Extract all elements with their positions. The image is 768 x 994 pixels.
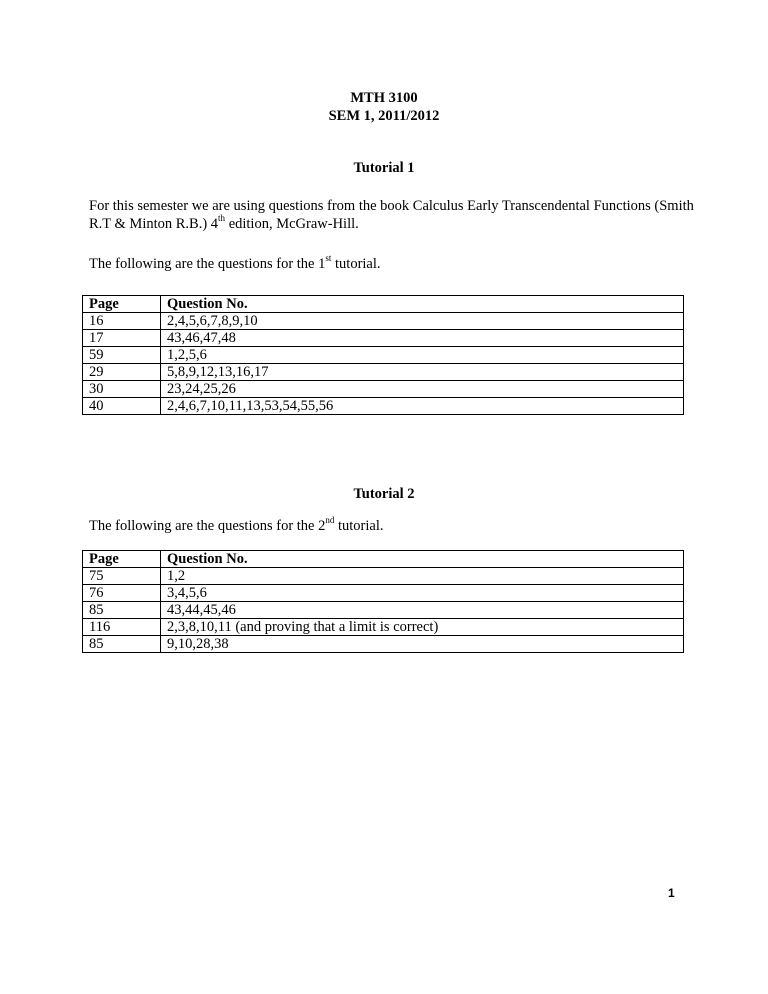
cell-questions: 2,4,5,6,7,8,9,10 (161, 313, 684, 330)
course-code: MTH 3100 (350, 90, 418, 106)
table-row (83, 364, 684, 381)
table-row (83, 313, 684, 330)
cell-page: 17 (83, 330, 161, 347)
header-question-no: Question No. (161, 296, 684, 313)
cell-page: 29 (83, 364, 161, 381)
cell-questions: 23,24,25,26 (161, 381, 684, 398)
header-question-no: Question No. (161, 551, 684, 568)
cell-questions: 3,4,5,6 (161, 585, 684, 602)
tutorial1-lead-superscript: st (325, 253, 332, 264)
cell-questions: 1,2 (161, 568, 684, 585)
tutorial1-table (82, 295, 684, 415)
header-page: Page (83, 296, 161, 313)
page-number: 1 (668, 886, 675, 900)
tutorial1-title: Tutorial 1 (353, 160, 415, 176)
cell-page: 116 (83, 619, 161, 636)
table-row (83, 636, 684, 653)
table-row (83, 347, 684, 364)
semester-line: SEM 1, 2011/2012 (328, 108, 440, 124)
cell-questions: 2,3,8,10,11 (and proving that a limit is correct) (161, 619, 684, 636)
tutorial2-lead-part1: The following are the questions for the 2 (89, 518, 326, 534)
cell-questions: 1,2,5,6 (161, 347, 684, 364)
cell-questions: 2,4,6,7,10,11,13,53,54,55,56 (161, 398, 684, 415)
table-row (83, 585, 684, 602)
table-header-row (83, 296, 684, 313)
table-row (83, 381, 684, 398)
cell-page: 30 (83, 381, 161, 398)
tutorial2-lead-part2: tutorial. (334, 518, 384, 534)
tutorial2-title: Tutorial 2 (353, 486, 415, 502)
tutorial1-lead-part1: The following are the questions for the 1 (89, 256, 326, 272)
tutorial1-lead (89, 255, 699, 273)
intro-text-part2: edition, McGraw-Hill. (225, 216, 359, 232)
table-row (83, 619, 684, 636)
cell-page: 59 (83, 347, 161, 364)
table-row (83, 330, 684, 347)
cell-questions: 9,10,28,38 (161, 636, 684, 653)
tutorial2-table (82, 550, 684, 653)
cell-page: 85 (83, 602, 161, 619)
cell-questions: 43,44,45,46 (161, 602, 684, 619)
tutorial2-lead-superscript: nd (325, 515, 335, 526)
tutorial1-lead-part2: tutorial. (331, 256, 381, 272)
cell-page: 16 (83, 313, 161, 330)
cell-page: 40 (83, 398, 161, 415)
cell-page: 76 (83, 585, 161, 602)
cell-questions: 5,8,9,12,13,16,17 (161, 364, 684, 381)
tutorial2-lead (89, 517, 699, 535)
intro-paragraph (89, 197, 699, 233)
table-row (83, 568, 684, 585)
cell-questions: 43,46,47,48 (161, 330, 684, 347)
intro-superscript: th (218, 213, 226, 224)
table-header-row (83, 551, 684, 568)
table-row (83, 602, 684, 619)
cell-page: 85 (83, 636, 161, 653)
cell-page: 75 (83, 568, 161, 585)
intro-text-part1: For this semester we are using questions from the book Calculus Early Transcendental Functions (Smith R.T & Minton R.B.) 4 (89, 198, 694, 232)
header-page: Page (83, 551, 161, 568)
table-row (83, 398, 684, 415)
